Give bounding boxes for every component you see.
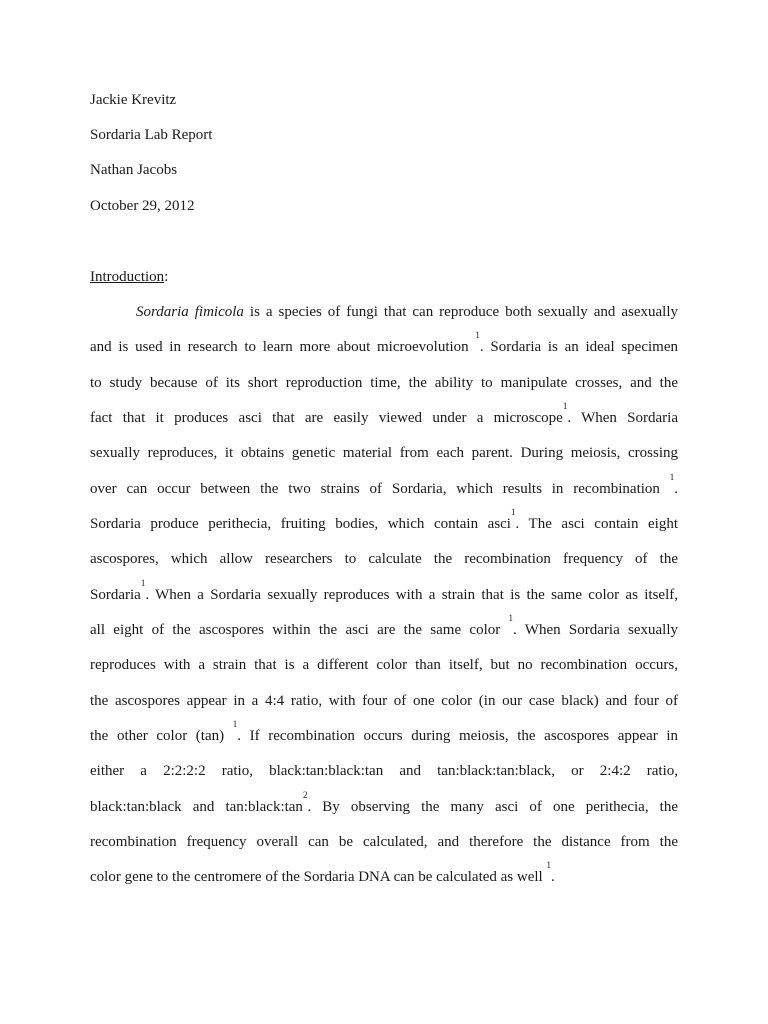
paragraph-line bbox=[90, 655, 678, 675]
citation-mark: 1 bbox=[140, 578, 146, 588]
paragraph-text: over can occur between the two strains of Sordaria, which results in recombination bbox=[90, 481, 670, 497]
paragraph-text: . When Sordaria bbox=[567, 410, 678, 426]
paragraph-text: sexually reproduces, it obtains genetic material from each parent. During meiosis, crossing bbox=[90, 445, 678, 461]
paragraph-line bbox=[90, 832, 678, 852]
paragraph-text: . When Sordaria sexually bbox=[513, 622, 678, 638]
report-title: Sordaria Lab Report bbox=[90, 127, 213, 143]
paragraph-line bbox=[90, 373, 678, 393]
paragraph-text: . By observing the many asci of one perithecia, the bbox=[307, 799, 678, 815]
introduction-heading-colon: : bbox=[164, 269, 169, 285]
paragraph-line bbox=[90, 613, 678, 640]
paragraph-text: Sordaria bbox=[90, 587, 141, 603]
paragraph-text: ascospores, which allow researchers to calculate the recombination frequency of the bbox=[90, 551, 678, 567]
introduction-heading-label: Introduction bbox=[90, 269, 165, 285]
report-date: October 29, 2012 bbox=[90, 198, 195, 214]
citation-mark: 1 bbox=[510, 507, 516, 517]
citation-mark: 1 bbox=[508, 613, 514, 623]
author-name: Jackie Krevitz bbox=[90, 92, 177, 108]
paragraph-text: all eight of the ascospores within the asci are the same color bbox=[90, 622, 509, 638]
paragraph-line bbox=[90, 401, 678, 428]
paragraph-text: to study because of its short reproduction time, the ability to manipulate crosses, and the bbox=[90, 375, 678, 391]
paragraph-line bbox=[90, 507, 678, 534]
paragraph-text: recombination frequency overall can be calculated, and therefore the distance from the bbox=[90, 834, 678, 850]
instructor-name: Nathan Jacobs bbox=[90, 162, 178, 178]
paragraph-text: color gene to the centromere of the Sordaria DNA can be calculated as well bbox=[90, 869, 547, 885]
paragraph-text: . Sordaria is an ideal specimen bbox=[479, 339, 678, 355]
citation-mark: 1 bbox=[669, 472, 675, 482]
paragraph-line bbox=[90, 549, 678, 569]
species-name: Sordaria fimicola bbox=[136, 304, 244, 320]
paragraph-text: . The asci contain eight bbox=[515, 516, 678, 532]
paragraph-line bbox=[90, 691, 678, 711]
paragraph-text: fact that it produces asci that are easily viewed under a microscope bbox=[90, 410, 563, 426]
paragraph-text: . When a Sordaria sexually reproduces with a strain that is the same color as itself, bbox=[145, 587, 678, 603]
paragraph-text: reproduces with a strain that is a different color than itself, but no recombination occurs, bbox=[90, 657, 678, 673]
paragraph-line bbox=[90, 472, 678, 499]
paragraph-text: . bbox=[550, 869, 555, 885]
paragraph-text: Sordaria produce perithecia, fruiting bodies, which contain asci bbox=[90, 516, 511, 532]
paragraph-line bbox=[90, 330, 678, 357]
paragraph-line bbox=[136, 302, 678, 322]
paragraph-line bbox=[90, 860, 678, 887]
paragraph-line bbox=[90, 578, 678, 605]
paragraph-text: and is used in research to learn more about microevolution bbox=[90, 339, 476, 355]
paragraph-line bbox=[90, 790, 678, 817]
paragraph-text: is a species of fungi that can reproduce both sexually and asexually bbox=[243, 304, 678, 320]
citation-mark: 1 bbox=[232, 719, 238, 729]
paragraph-line bbox=[90, 761, 678, 781]
citation-mark: 1 bbox=[546, 860, 551, 870]
paragraph-text: the other color (tan) bbox=[90, 728, 233, 744]
paragraph-text: either a 2:2:2:2 ratio, black:tan:black:tan and tan:black:tan:black, or 2:4:2 ratio, bbox=[90, 763, 678, 779]
paragraph-text: . bbox=[674, 481, 678, 497]
introduction-heading bbox=[90, 267, 168, 287]
paragraph-line bbox=[90, 719, 679, 746]
paragraph-text: black:tan:black and tan:black:tan bbox=[90, 799, 303, 815]
paragraph-text: the ascospores appear in a 4:4 ratio, with four of one color (in our case black) and four of bbox=[90, 693, 678, 709]
paragraph-line bbox=[90, 443, 678, 463]
citation-mark: 1 bbox=[562, 401, 568, 411]
citation-mark: 1 bbox=[475, 330, 480, 340]
citation-mark: 2 bbox=[302, 790, 308, 800]
paragraph-text: . If recombination occurs during meiosis, the ascospores appear in bbox=[237, 728, 679, 744]
